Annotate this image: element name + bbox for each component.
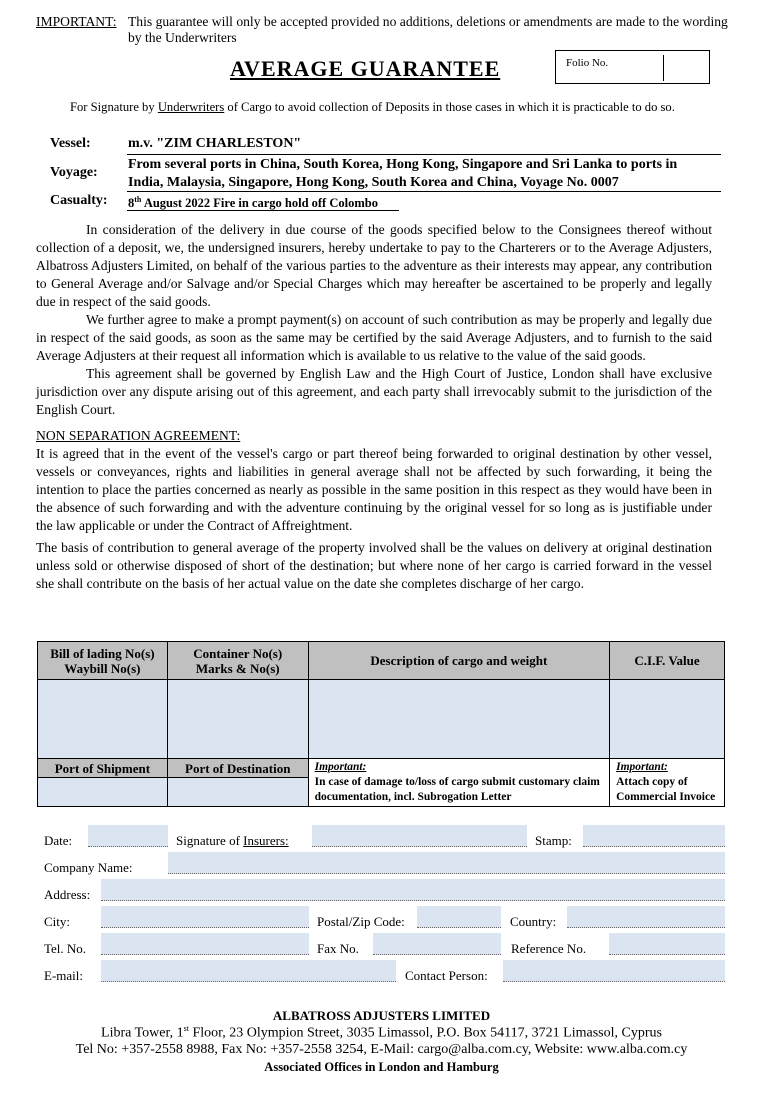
address-label: Address: bbox=[44, 887, 91, 902]
country-label: Country: bbox=[510, 914, 557, 929]
container-header-line1: Container No(s) bbox=[193, 645, 283, 661]
description-input[interactable] bbox=[308, 680, 609, 759]
fax-label: Fax No. bbox=[317, 941, 359, 956]
voyage-value bbox=[128, 156, 677, 192]
company-name-label: Company Name: bbox=[44, 860, 133, 875]
date-field[interactable] bbox=[88, 825, 168, 847]
container-header bbox=[167, 642, 308, 680]
stamp-field[interactable] bbox=[583, 825, 725, 847]
cif-value-header: C.I.F. Value bbox=[610, 642, 725, 680]
reference-label: Reference No. bbox=[511, 941, 587, 956]
important-invoice-text: Attach copy of Commercial Invoice bbox=[616, 776, 716, 803]
paragraph-payment: We further agree to make a prompt payment(s) on account of such contribution as may be properly and legally due in respect of the said goods, as soon as the same may be certified by the said Average Adjusters, and to furnish to the said Average Adjusters at their request all information which is available to us relative to the value of the said goods. bbox=[36, 312, 712, 363]
paragraph-non-separation: It is agreed that in the event of the vessel's cargo or part thereof being forwarded to original destination by other vessel, vessels or conveyances, rights and liabilities in general average shall not be affected by such forwarding, it being the intention to place the parties concerned as nearly as possible in the same position in this respect as they would have been in the absence of such forwarding and with the adventure continuing by the original vessel for so long as is justifiable under the law applicable or under the Contract of Affreightment. bbox=[36, 446, 712, 533]
important-claim-label: Important: bbox=[314, 761, 367, 773]
vessel-underline bbox=[127, 154, 721, 155]
port-of-shipment-header: Port of Shipment bbox=[38, 759, 168, 778]
container-input[interactable] bbox=[167, 680, 308, 759]
tel-label: Tel. No. bbox=[44, 941, 87, 956]
important-claim-text: In case of damage to/loss of cargo submit customary claim documentation, incl. Subrogation Letter bbox=[314, 776, 600, 803]
voyage-label: Voyage: bbox=[50, 165, 98, 180]
tel-field[interactable] bbox=[101, 933, 309, 955]
bill-of-lading-header-line2: Waybill No(s) bbox=[64, 660, 141, 676]
voyage-underline bbox=[127, 191, 721, 192]
important-invoice-note bbox=[610, 759, 725, 807]
voyage-line-2: India, Malaysia, Singapore, Hong Kong, South Korea and China, Voyage No. 0007 bbox=[128, 175, 619, 190]
cif-value-input[interactable] bbox=[610, 680, 725, 759]
signature-label-pre: Signature of bbox=[176, 833, 240, 848]
casualty-value bbox=[128, 195, 378, 211]
signature-label bbox=[176, 833, 289, 849]
ports-header-row bbox=[38, 759, 725, 778]
fax-field[interactable] bbox=[373, 933, 501, 955]
important-invoice-label: Important: bbox=[616, 761, 668, 773]
voyage-line-1: From several ports in China, South Korea, Hong Kong, Singapore and Sri Lanka to ports in bbox=[128, 157, 678, 172]
reference-field[interactable] bbox=[609, 933, 725, 955]
postal-code-label: Postal/Zip Code: bbox=[317, 914, 405, 929]
email-field[interactable] bbox=[101, 960, 396, 982]
folio-divider bbox=[663, 55, 664, 81]
important-notice-text: This guarantee will only be accepted provided no additions, deletions or amendments are made to the wording by the Underwriters bbox=[128, 14, 728, 45]
casualty-label: Casualty: bbox=[50, 193, 108, 208]
company-name-field[interactable] bbox=[168, 852, 725, 874]
casualty-underline bbox=[127, 210, 399, 211]
bill-of-lading-header-line1: Bill of lading No(s) bbox=[50, 645, 155, 661]
subtitle-pre: For Signature by bbox=[70, 100, 155, 114]
vessel-label: Vessel: bbox=[50, 136, 91, 151]
country-field[interactable] bbox=[567, 906, 725, 928]
email-label: E-mail: bbox=[44, 968, 83, 983]
footer-offices: Associated Offices in London and Hamburg bbox=[264, 1060, 499, 1074]
paragraph-contribution-basis: The basis of contribution to general average of the property involved shall be the values on delivery at original destination unless sold or otherwise disposed of short of the destination; but where none of her cargo is carried forward in the vessel she shall contribute on the basis of her actual value on the date she completes discharge of her cargo. bbox=[36, 540, 712, 591]
footer-address-pre: Libra Tower, 1 bbox=[101, 1025, 184, 1041]
cargo-table-header bbox=[38, 642, 725, 680]
postal-code-field[interactable] bbox=[417, 906, 501, 928]
signature-instruction bbox=[70, 100, 675, 115]
stamp-label: Stamp: bbox=[535, 833, 572, 848]
important-notice-label: IMPORTANT: bbox=[36, 14, 117, 29]
document-title: AVERAGE GUARANTEE bbox=[230, 56, 501, 81]
nsa-heading: NON SEPARATION AGREEMENT: bbox=[36, 428, 241, 443]
footer-address-sup: st bbox=[183, 1024, 189, 1033]
city-label: City: bbox=[44, 914, 71, 929]
bill-of-lading-header bbox=[38, 642, 168, 680]
footer-company: ALBATROSS ADJUSTERS LIMITED bbox=[272, 1008, 491, 1023]
contact-person-label: Contact Person: bbox=[405, 968, 488, 983]
port-of-destination-input[interactable] bbox=[167, 778, 308, 807]
footer-address-post: Floor, 23 Olympion Street, 3035 Limassol, P.O. Box 54117, 3721 Limassol, Cyprus bbox=[192, 1025, 662, 1041]
port-of-destination-header: Port of Destination bbox=[167, 759, 308, 778]
bill-of-lading-input[interactable] bbox=[38, 680, 168, 759]
paragraph-jurisdiction: This agreement shall be governed by English Law and the High Court of Justice, London shall have exclusive jurisdiction over any dispute arising out of this agreement, and each party shall irrevocably submit to the jurisdiction of the English Court. bbox=[36, 366, 712, 417]
important-claim-note bbox=[308, 759, 609, 807]
footer-contact: Tel No: +357-2558 8988, Fax No: +357-2558 3254, E-Mail: cargo@alba.com.cy, Website: www.alba.com.cy bbox=[75, 1042, 688, 1057]
signature-label-insurers: Insurers: bbox=[243, 833, 289, 848]
container-header-line2: Marks & No(s) bbox=[195, 660, 280, 676]
guarantee-body bbox=[36, 221, 712, 593]
paragraph-consideration: In consideration of the delivery in due course of the goods specified below to the Consignees thereof without collection of a deposit, we, the undersigned insurers, hereby undertake to pay to the Charterers or to the Average Adjusters, Albatross Adjusters Limited, on behalf of the various parties to the adventure as their interests may appear, any contribution to General Average and/or Salvage and/or Special Charges which may hereafter be ascertained to be properly and legally due in respect of the said goods. bbox=[36, 222, 712, 309]
cargo-entry-row bbox=[38, 680, 725, 759]
footer-address bbox=[0, 1024, 763, 1042]
casualty-day-suffix: th bbox=[134, 195, 142, 204]
description-header: Description of cargo and weight bbox=[308, 642, 609, 680]
folio-box bbox=[555, 50, 710, 84]
date-label: Date: bbox=[44, 833, 73, 848]
folio-label: Folio No. bbox=[566, 57, 609, 69]
casualty-day: 8 bbox=[128, 196, 135, 211]
city-field[interactable] bbox=[101, 906, 309, 928]
signature-field[interactable] bbox=[312, 825, 527, 847]
vessel-value: m.v. "ZIM CHARLESTON" bbox=[128, 136, 302, 151]
cargo-table bbox=[37, 641, 725, 807]
contact-person-field[interactable] bbox=[503, 960, 725, 982]
port-of-shipment-input[interactable] bbox=[38, 778, 168, 807]
subtitle-post: of Cargo to avoid collection of Deposits in those cases in which it is practicable to do so. bbox=[227, 100, 675, 114]
casualty-text: August 2022 Fire in cargo hold off Colombo bbox=[143, 196, 378, 211]
address-field[interactable] bbox=[101, 879, 725, 901]
subtitle-underwriters: Underwriters bbox=[157, 100, 225, 114]
